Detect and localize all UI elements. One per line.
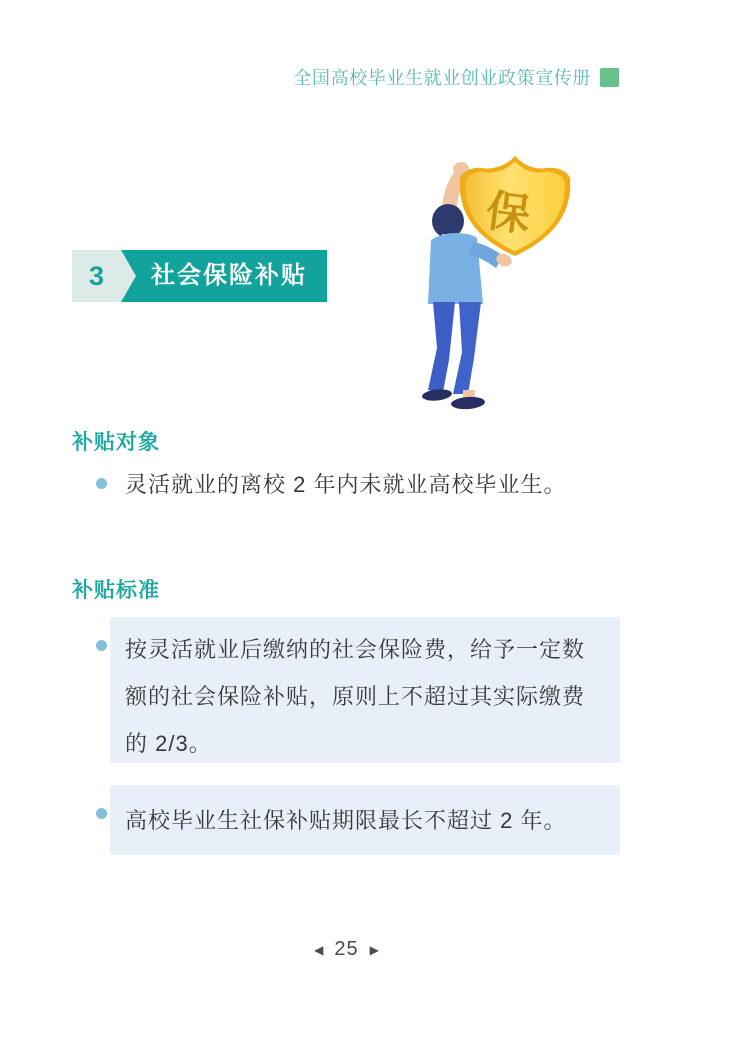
standard-info-box-1 — [110, 617, 620, 763]
subsidy-target-item: 灵活就业的离校 2 年内未就业高校毕业生。 — [125, 472, 567, 497]
info-box-line: 按灵活就业后缴纳的社会保险费，给予一定数 — [125, 637, 586, 662]
prev-page-icon: ◀ — [314, 942, 324, 957]
person-shoe — [451, 396, 486, 410]
person-leg-right — [453, 302, 481, 394]
person-head — [432, 204, 464, 238]
section-title: 社会保险补贴 — [151, 262, 307, 289]
shield-person-illustration — [413, 142, 593, 417]
chevron-right-icon — [121, 250, 136, 302]
shield-character: 保 — [483, 186, 533, 241]
header-accent-square-icon — [600, 68, 619, 87]
info-box-line: 高校毕业生社保补贴期限最长不超过 2 年。 — [125, 807, 567, 833]
next-page-icon: ▶ — [369, 942, 379, 957]
info-box-line: 的 2/3。 — [125, 731, 212, 756]
bullet-icon — [96, 640, 107, 651]
page-number: 25 — [334, 938, 359, 960]
person-leg-left — [428, 302, 455, 392]
info-box-line: 额的社会保险补贴，原则上不超过其实际缴费 — [125, 684, 586, 709]
bullet-icon — [96, 478, 107, 489]
bullet-icon — [96, 808, 107, 819]
section-title-ribbon — [121, 250, 327, 302]
standard-info-box-2 — [110, 785, 620, 855]
page-footer — [0, 938, 693, 961]
page-header — [293, 64, 619, 90]
brochure-title: 全国高校毕业生就业创业政策宣传册 — [293, 68, 591, 88]
section-badge — [72, 250, 327, 302]
person-shoe — [422, 388, 453, 402]
subsidy-standard-heading: 补贴标准 — [72, 579, 160, 602]
section-number: 3 — [72, 250, 121, 302]
subsidy-target-heading: 补贴对象 — [72, 431, 160, 454]
